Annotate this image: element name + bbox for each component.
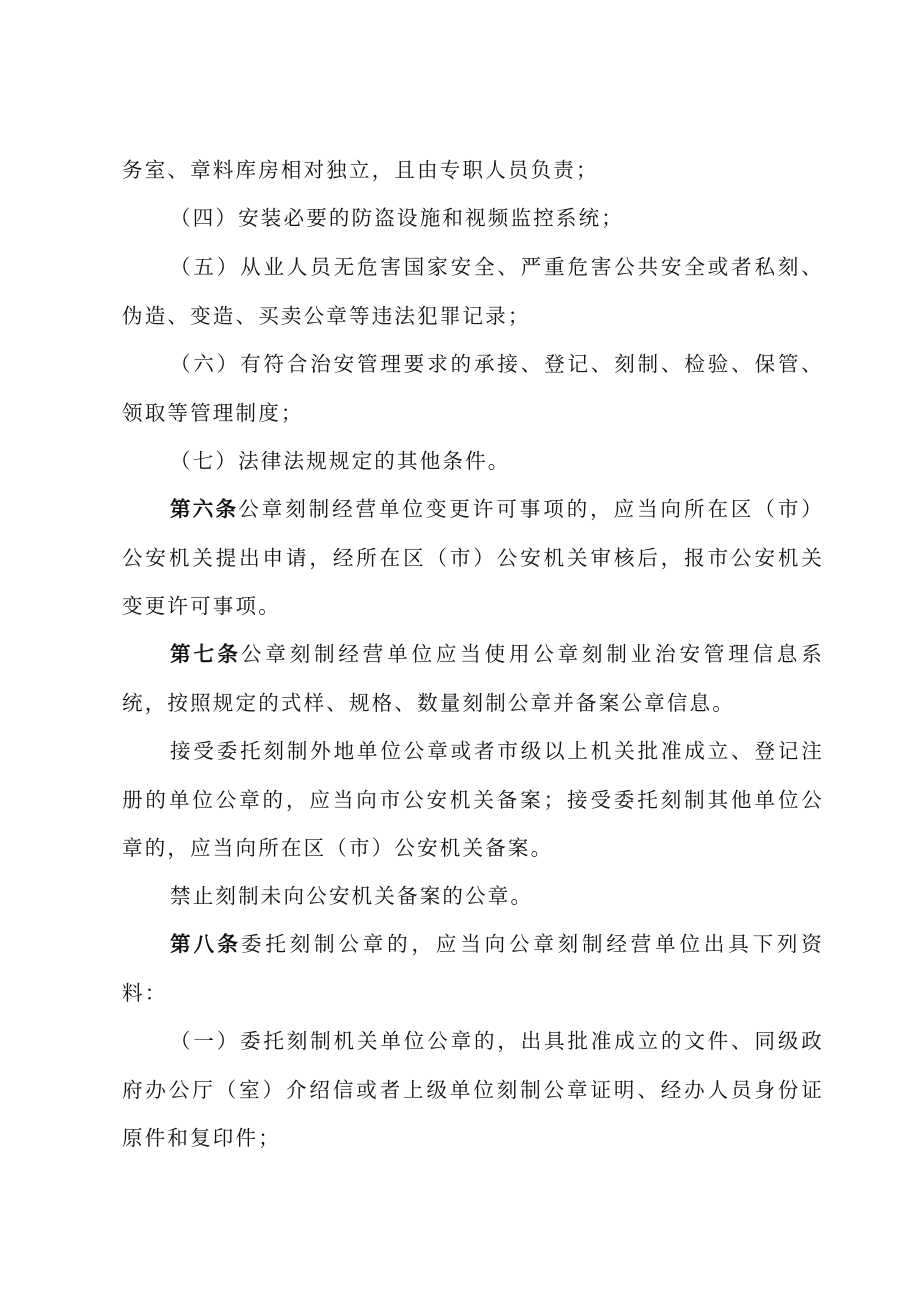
paragraph-item-5 xyxy=(122,243,824,340)
article-8 xyxy=(122,920,824,1017)
paragraph-text: 公章刻制经营单位应当使用公章刻制业治安管理信息系统，按照规定的式样、规格、数量刻制公章并备案公章信息。 xyxy=(122,642,824,715)
paragraph-text: （七）法律法规规定的其他条件。 xyxy=(170,449,511,473)
paragraph-item-4 xyxy=(122,194,824,243)
paragraph-item-6 xyxy=(122,340,824,437)
article-number: 第七条 xyxy=(170,642,241,666)
paragraph-text: （五）从业人员无危害国家安全、严重危害公共安全或者私刻、伪造、变造、买卖公章等违法犯罪记录； xyxy=(122,255,824,328)
paragraph-continuation xyxy=(122,146,824,195)
paragraph-text: 接受委托刻制外地单位公章或者市级以上机关批准成立、登记注册的单位公章的，应当向市公安机关备案；接受委托刻制其他单位公章的，应当向所在区（市）公安机关备案。 xyxy=(122,739,824,860)
paragraph-item-7 xyxy=(122,437,824,486)
article-number: 第六条 xyxy=(170,497,239,521)
paragraph-text: 务室、章料库房相对独立，且由专职人员负责； xyxy=(122,158,599,182)
paragraph-filing xyxy=(122,727,824,873)
paragraph-text: 禁止刻制未向公安机关备案的公章。 xyxy=(170,884,534,908)
article-6 xyxy=(122,485,824,631)
paragraph-prohibition xyxy=(122,872,824,921)
paragraph-text: （六）有符合治安管理要求的承接、登记、刻制、检验、保管、领取等管理制度； xyxy=(122,352,824,425)
paragraph-text: （四）安装必要的防盗设施和视频监控系统； xyxy=(170,206,624,230)
paragraph-item-1 xyxy=(122,1017,824,1163)
paragraph-text: （一）委托刻制机关单位公章的，出具批准成立的文件、同级政府办公厅（室）介绍信或者上级单位刻制公章证明、经办人员身份证原件和复印件； xyxy=(122,1029,824,1150)
article-7 xyxy=(122,630,824,727)
paragraph-text: 公章刻制经营单位变更许可事项的，应当向所在区（市）公安机关提出申请，经所在区（市）公安机关审核后，报市公安机关变更许可事项。 xyxy=(122,497,825,618)
article-number: 第八条 xyxy=(170,932,241,956)
paragraph-text: 委托刻制公章的，应当向公章刻制经营单位出具下列资料： xyxy=(122,932,824,1005)
